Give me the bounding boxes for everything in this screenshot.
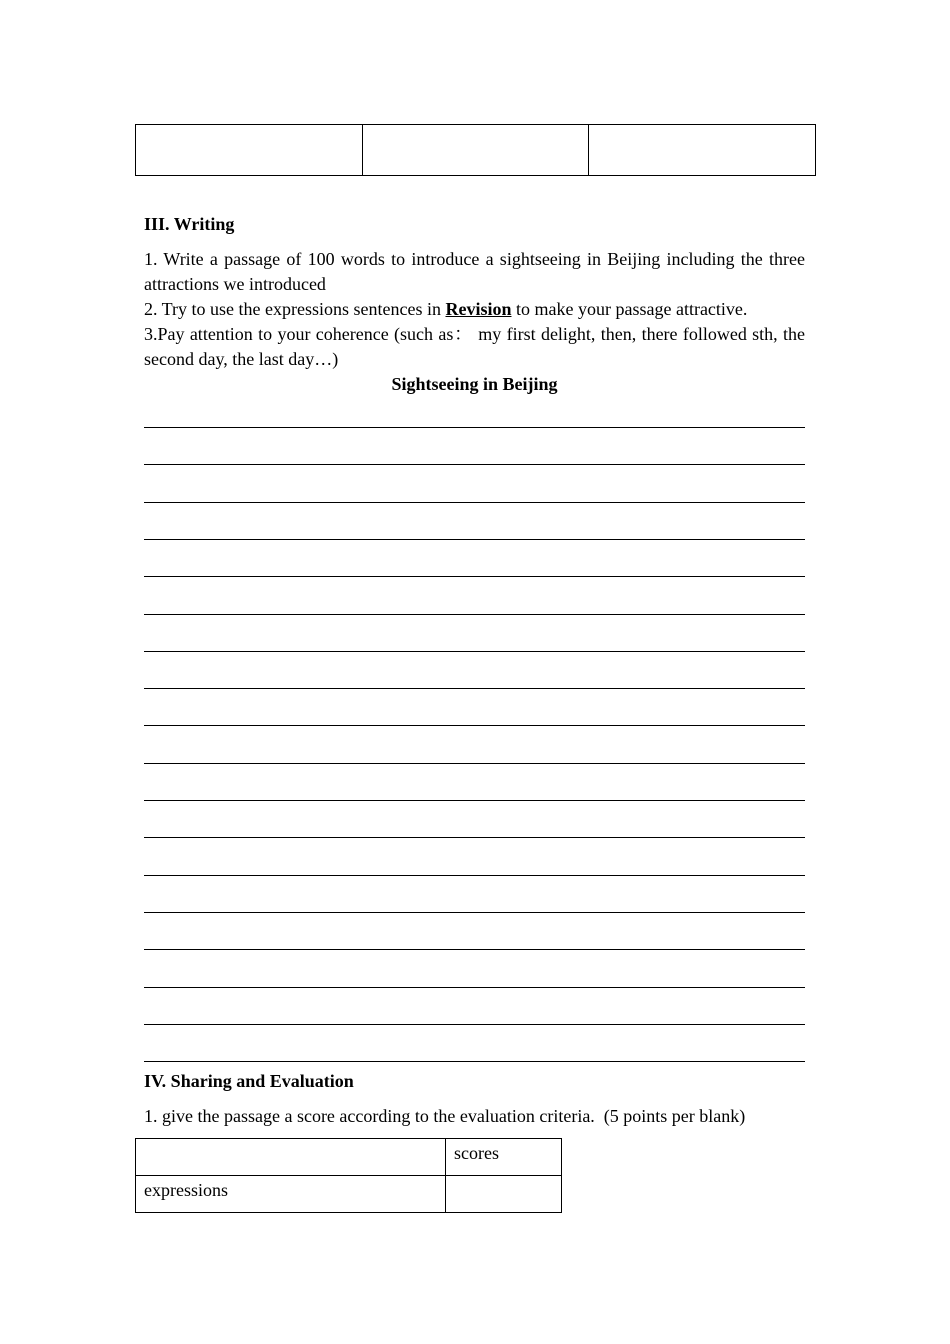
answer-line[interactable] bbox=[144, 949, 805, 950]
blank-cell[interactable] bbox=[362, 125, 589, 176]
answer-line[interactable] bbox=[144, 688, 805, 689]
score-input-cell[interactable] bbox=[446, 1176, 562, 1213]
criteria-header-cell bbox=[136, 1139, 446, 1176]
answer-line[interactable] bbox=[144, 651, 805, 652]
writing-instruction-3: 3.Pay attention to your coherence (such as： my first delight, then, there followed sth, the second day, the last day…) bbox=[144, 324, 805, 369]
top-blank-table bbox=[135, 124, 816, 176]
answer-line[interactable] bbox=[144, 539, 805, 540]
score-table bbox=[135, 1138, 562, 1213]
instruction-2-text-after: to make your passage attractive. bbox=[511, 299, 748, 319]
blank-cell[interactable] bbox=[136, 125, 363, 176]
section-heading-sharing: IV. Sharing and Evaluation bbox=[144, 1071, 354, 1091]
answer-line[interactable] bbox=[144, 464, 805, 465]
answer-line[interactable] bbox=[144, 875, 805, 876]
answer-line[interactable] bbox=[144, 912, 805, 913]
instruction-2-text-before: 2. Try to use the expressions sentences in bbox=[144, 299, 446, 319]
answer-line[interactable] bbox=[144, 1024, 805, 1025]
answer-line[interactable] bbox=[144, 614, 805, 615]
writing-instruction-1: 1. Write a passage of 100 words to introduce a sightseeing in Beijing including the three attractions we introduced bbox=[144, 249, 805, 294]
criteria-cell: expressions bbox=[136, 1176, 446, 1213]
answer-line[interactable] bbox=[144, 800, 805, 801]
table-row bbox=[136, 1176, 562, 1213]
blank-cell[interactable] bbox=[589, 125, 816, 176]
writing-instruction-2 bbox=[144, 297, 805, 322]
revision-emphasis: Revision bbox=[445, 299, 512, 319]
answer-line[interactable] bbox=[144, 1061, 805, 1062]
section-heading-writing: III. Writing bbox=[144, 214, 235, 234]
scores-header-cell: scores bbox=[446, 1139, 562, 1176]
answer-line[interactable] bbox=[144, 987, 805, 988]
table-header-row bbox=[136, 1139, 562, 1176]
answer-line[interactable] bbox=[144, 725, 805, 726]
answer-line[interactable] bbox=[144, 576, 805, 577]
answer-line[interactable] bbox=[144, 427, 805, 428]
passage-title: Sightseeing in Beijing bbox=[391, 374, 558, 394]
sharing-instruction-1: 1. give the passage a score according to the evaluation criteria. (5 points per blank) bbox=[144, 1106, 746, 1126]
answer-line[interactable] bbox=[144, 763, 805, 764]
answer-line[interactable] bbox=[144, 502, 805, 503]
answer-line[interactable] bbox=[144, 837, 805, 838]
table-row bbox=[136, 125, 816, 176]
